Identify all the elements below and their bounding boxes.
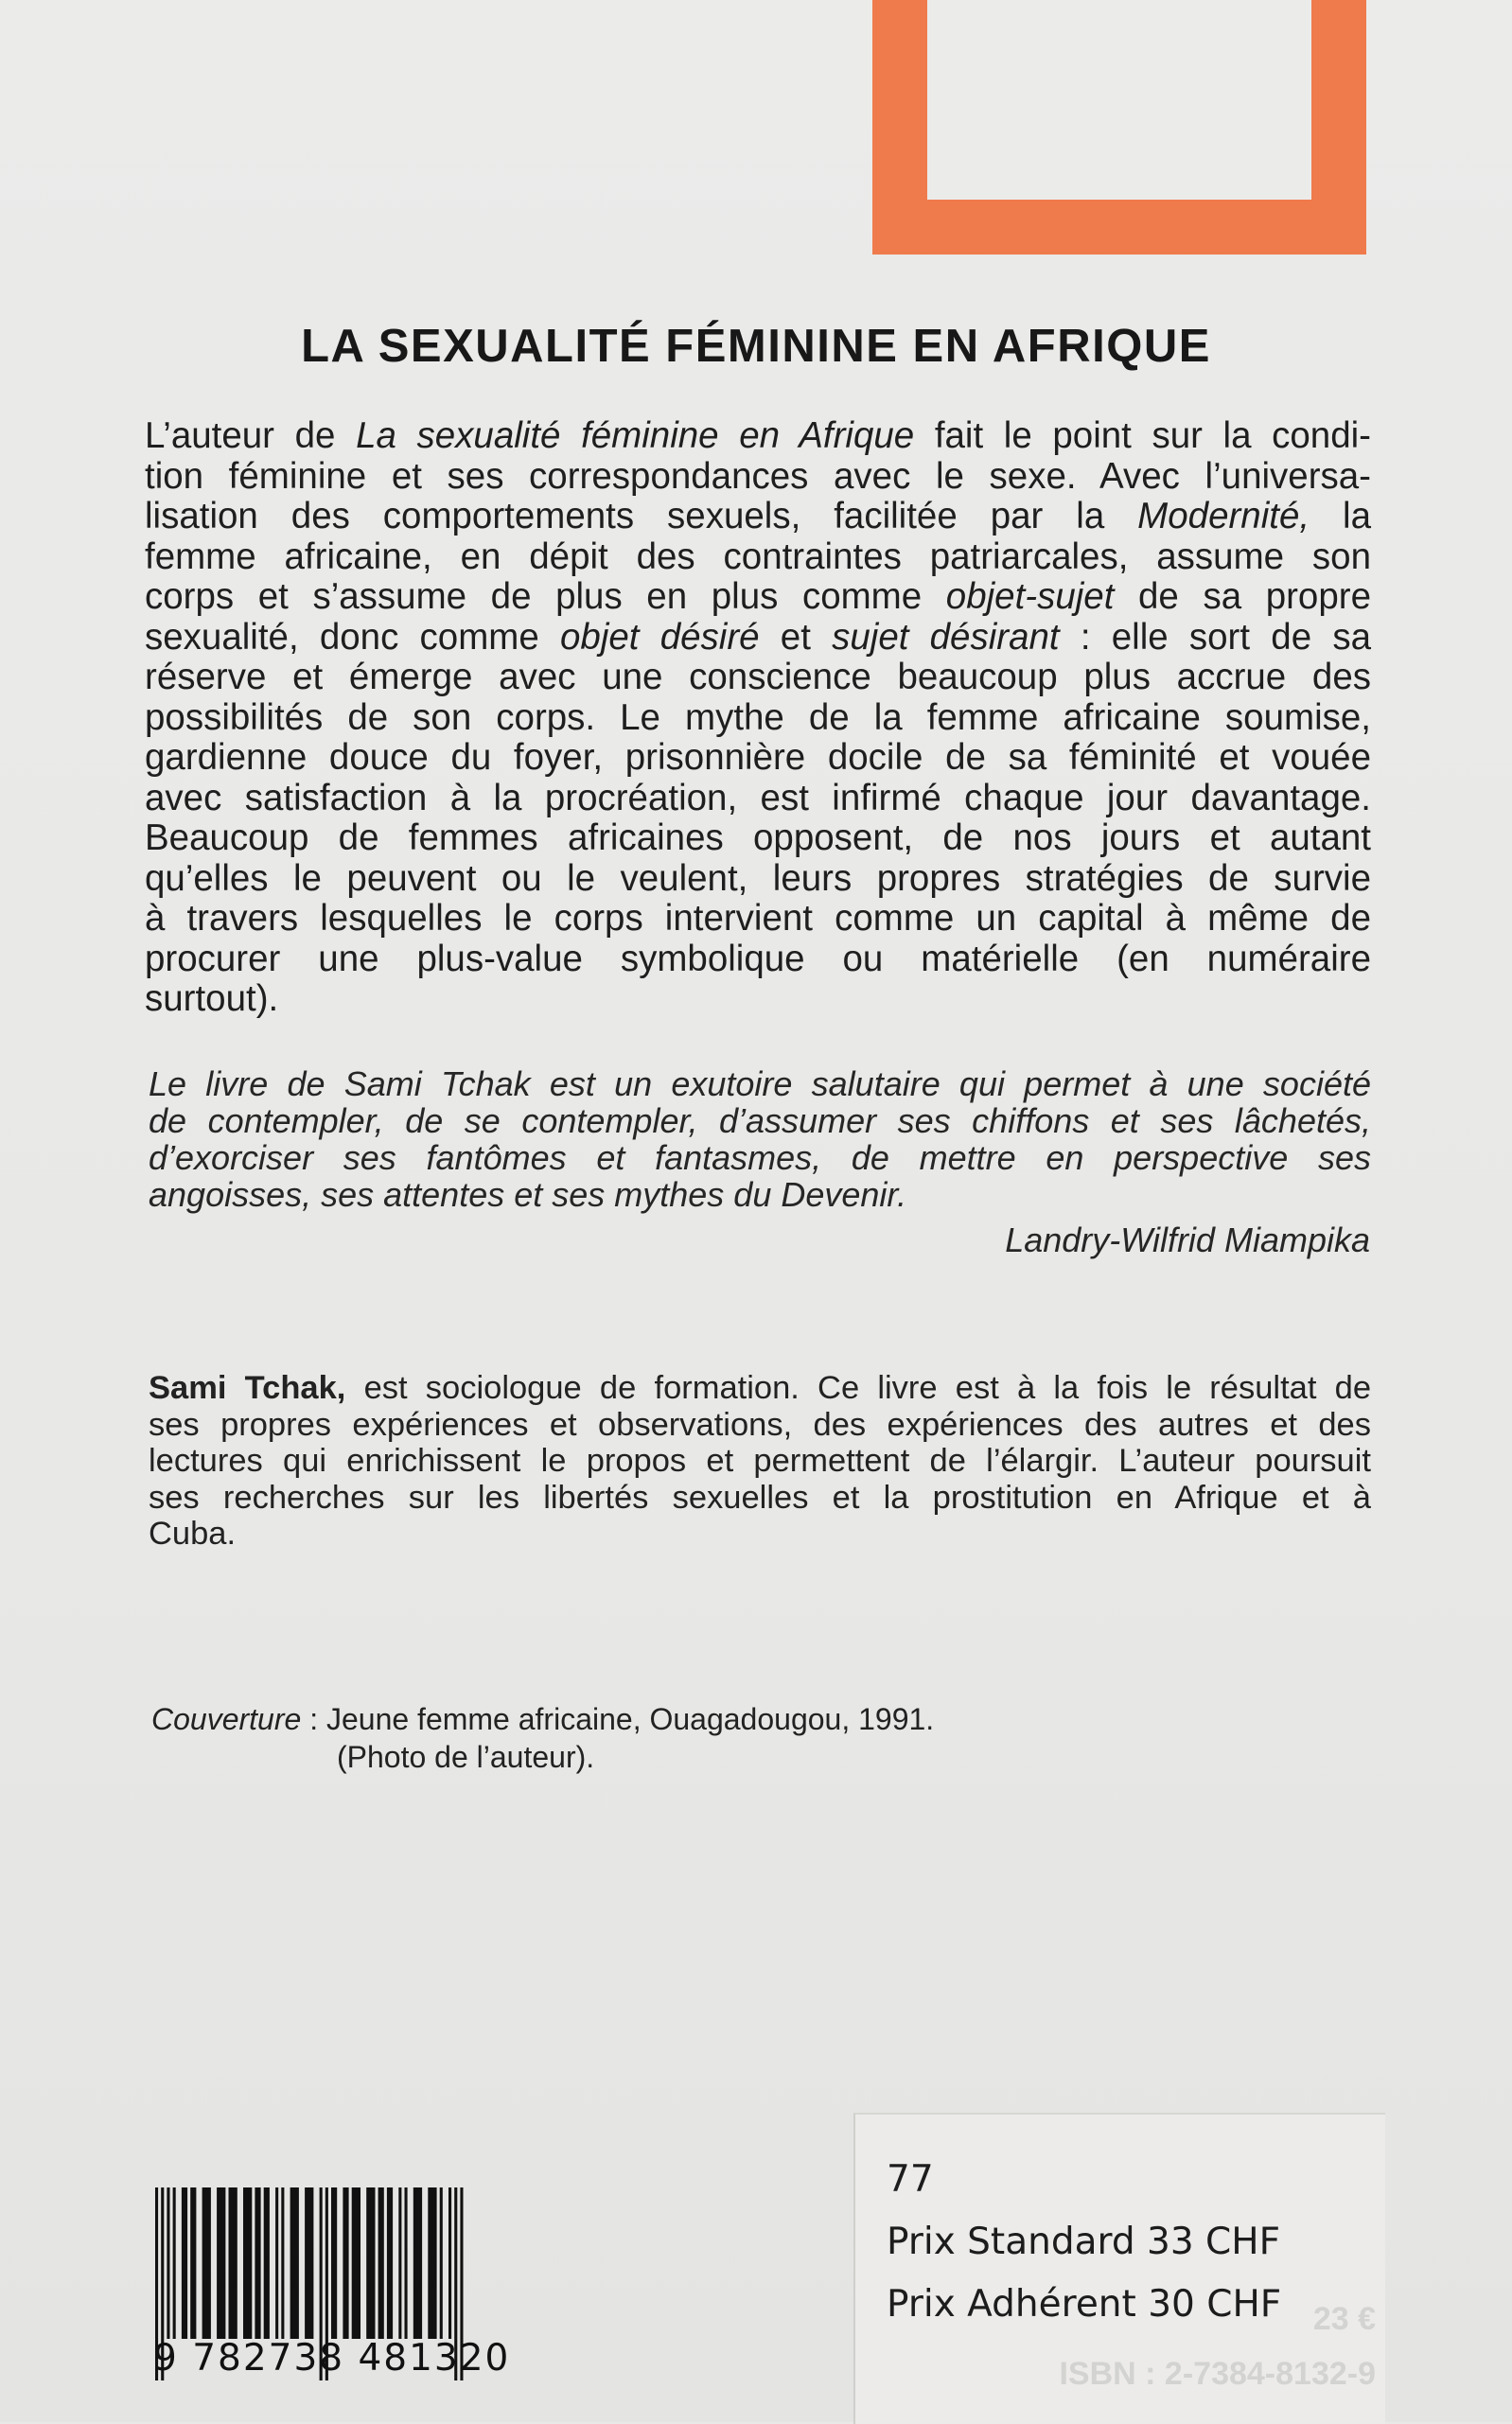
barcode-bar <box>428 2187 436 2339</box>
barcode-bar <box>331 2187 337 2339</box>
cover-caption <box>151 1700 934 1776</box>
text-line: réserve et émerge avec une conscience beaucoup plus accrue des <box>145 657 1371 697</box>
book-title: LA SEXUALITÉ FÉMININE EN AFRIQUE <box>301 321 1211 372</box>
barcode-bar <box>387 2187 393 2339</box>
text-line: corps et s’assume de plus en plus comme objet-sujet de sa propre <box>145 576 1371 617</box>
barcode-bar <box>448 2187 451 2339</box>
barcode-bar <box>305 2187 313 2339</box>
quote-line: d’exorciser ses fantômes et fantasmes, de mettre en perspective ses <box>149 1138 1371 1177</box>
text-line: à travers lesquelles le corps intervient comme un capital à même de <box>145 898 1371 939</box>
text-line: L’auteur de La sexualité féminine en Afrique fait le point sur la condi- <box>145 415 1371 456</box>
barcode-bar <box>275 2187 278 2339</box>
text-line: possibilités de son corps. Le mythe de la femme africaine soumise, <box>145 696 1371 738</box>
text-line: sexualité, donc comme objet désiré et sujet désirant : elle sort de sa <box>145 616 1371 658</box>
barcode-bar <box>167 2187 169 2339</box>
price-sticker-text <box>887 2153 1281 2341</box>
text-line: avec satisfaction à la procréation, est infirmé chaque jour davantage. <box>145 777 1371 818</box>
barcode-bar <box>343 2187 348 2339</box>
quote-author: Landry-Wilfrid Miampika <box>1005 1221 1370 1259</box>
barcode-bar <box>398 2187 401 2339</box>
quote-line: de contempler, de se contempler, d’assumer ses chiffons et ses lâchetés, <box>149 1101 1371 1140</box>
barcode-bar <box>255 2187 260 2339</box>
sticker-code: 77 <box>887 2158 934 2201</box>
barcode-bar <box>202 2187 211 2339</box>
text-line: Beaucoup de femmes africaines opposent, de nos jours et autant <box>145 817 1371 858</box>
barcode-bar <box>264 2187 270 2339</box>
cover-credit: (Photo de l’auteur). <box>337 1740 595 1774</box>
cover-separator: : <box>301 1702 326 1736</box>
barcode-bar <box>173 2187 176 2339</box>
faded-price: 23 € <box>1312 2301 1376 2337</box>
cover-label: Couverture <box>151 1702 302 1736</box>
author-bio <box>149 1370 1371 1553</box>
quote-line: Le livre de Sami Tchak est un exutoire salutaire qui permet à une société <box>149 1064 1371 1103</box>
barcode-bar <box>366 2187 375 2339</box>
text-line: Cuba. <box>149 1516 237 1552</box>
text-line: femme africaine, en dépit des contraintes patriarcales, assume son <box>145 536 1371 577</box>
barcode-bar <box>190 2187 196 2339</box>
text-line: gardienne douce du foyer, prisonnière docile de sa féminité et vouée <box>145 737 1371 778</box>
text-line: lisation des comportements sexuels, facilitée par la Modernité, la <box>145 496 1371 536</box>
text-line: qu’elles le peuvent ou le veulent, leurs propres stratégies de survie <box>145 857 1371 899</box>
barcode-bar <box>440 2187 443 2339</box>
barcode-bar <box>229 2187 237 2339</box>
price-standard: Prix Standard 33 CHF <box>887 2221 1281 2263</box>
text-line: ses recherches sur les libertés sexuelles et la prostitution en Afrique et à <box>149 1479 1371 1516</box>
text-line: lectures qui enrichissent le propos et permettent de l’élargir. L’auteur poursuit <box>149 1443 1371 1479</box>
text-line: Sami Tchak, est sociologue de formation. Ce livre est à la fois le résultat de <box>149 1370 1372 1406</box>
barcode-bar <box>217 2187 225 2339</box>
cover-description: Jeune femme africaine, Ouagadougou, 1991. <box>325 1702 935 1736</box>
barcode-bar <box>352 2187 360 2339</box>
summary-text <box>145 416 1371 1020</box>
barcode-bar <box>182 2187 187 2339</box>
barcode-bar <box>405 2187 408 2339</box>
barcode-bar <box>413 2187 422 2339</box>
text-line: surtout). <box>145 978 279 1019</box>
faded-isbn: ISBN : 2-7384-8132-9 <box>1059 2356 1376 2392</box>
barcode-bar <box>243 2187 252 2339</box>
text-line: tion féminine et ses correspondances avec le sexe. Avec l’universa- <box>145 455 1371 497</box>
quote-line: angoisses, ses attentes et ses mythes du Devenir. <box>149 1175 907 1214</box>
barcode-bar <box>281 2187 284 2339</box>
orange-frame-decoration <box>872 0 1366 255</box>
text-line: procurer une plus-value symbolique ou matérielle (en numéraire <box>145 938 1371 979</box>
text-line: ses propres expériences et observations, des expériences des autres et des <box>149 1406 1371 1443</box>
price-member: Prix Adhérent 30 CHF <box>887 2283 1282 2326</box>
barcode-digits: 9 782738 481320 <box>153 2337 511 2380</box>
blurb-quote <box>149 1065 1371 1213</box>
barcode-bar <box>290 2187 299 2339</box>
barcode-bar <box>378 2187 384 2339</box>
